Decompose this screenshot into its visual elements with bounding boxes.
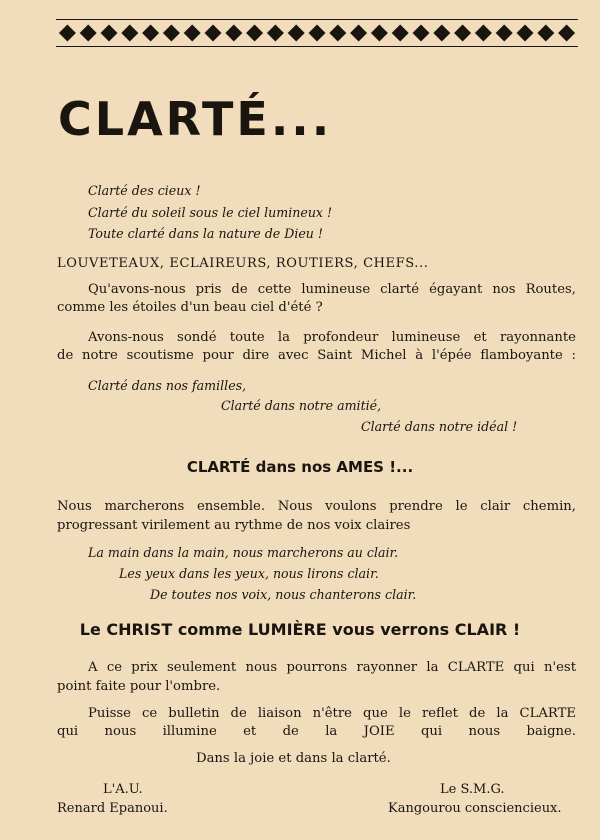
- diamond-icon: [80, 25, 97, 42]
- clarte-line: Clarté dans notre amitié,: [221, 398, 382, 413]
- paragraph-line: qui nous illumine et de la JOIE qui nous baigne.: [57, 724, 576, 739]
- paragraph-line: point faite pour l'ombre.: [57, 679, 221, 694]
- paragraph-line: Puisse ce bulletin de liaison n'être que le reflet de la CLARTE: [88, 706, 576, 721]
- diamond-icon: [309, 25, 326, 42]
- paragraph-line: Avons-nous sondé toute la profondeur lumineuse et rayonnante: [88, 330, 576, 345]
- paragraph-line: progressant virilement au rythme de nos voix claires: [57, 518, 411, 533]
- intro-line: Toute clarté dans la nature de Dieu !: [88, 226, 323, 241]
- diamond-icon: [205, 25, 222, 42]
- diamond-icon: [454, 25, 471, 42]
- intro-line: Clarté des cieux !: [88, 183, 201, 198]
- diamond-icon: [59, 25, 76, 42]
- diamond-icon: [496, 25, 513, 42]
- march-line: La main dans la main, nous marcherons au clair.: [88, 545, 399, 560]
- march-line: Les yeux dans les yeux, nous lirons clair.: [119, 566, 379, 581]
- diamond-icon: [537, 25, 554, 42]
- address-line: LOUVETEAUX, ECLAIREURS, ROUTIERS, CHEFS...: [57, 256, 429, 271]
- diamond-icon: [246, 25, 263, 42]
- decorative-diamond-border: [56, 19, 578, 47]
- diamond-icon: [267, 25, 284, 42]
- closing-line: Dans la joie et dans la clarté.: [196, 751, 391, 766]
- section-heading: CLARTÉ dans nos AMES !...: [186, 458, 414, 476]
- diamond-icon: [371, 25, 388, 42]
- diamond-icon: [288, 25, 305, 42]
- clarte-line: Clarté dans nos familles,: [88, 378, 247, 393]
- diamond-icon: [475, 25, 492, 42]
- diamond-icon: [392, 25, 409, 42]
- diamond-icon: [142, 25, 159, 42]
- diamond-icon: [433, 25, 450, 42]
- paragraph-line: comme les étoiles d'un beau ciel d'été ?: [57, 300, 323, 315]
- paragraph-line: Qu'avons-nous pris de cette lumineuse clarté égayant nos Routes,: [88, 282, 576, 297]
- intro-line: Clarté du soleil sous le ciel lumineux !: [88, 205, 333, 220]
- diamond-ornament-icon: [56, 23, 578, 43]
- diamond-icon: [350, 25, 367, 42]
- diamond-icon: [121, 25, 138, 42]
- diamond-icon: [329, 25, 346, 42]
- paragraph-line: Nous marcherons ensemble. Nous voulons prendre le clair chemin,: [57, 499, 576, 514]
- diamond-icon: [184, 25, 201, 42]
- section-heading: Le CHRIST comme LUMIÈRE vous verrons CLAIR !: [79, 620, 521, 639]
- signature-right-title: Le S.M.G.: [440, 782, 505, 797]
- paragraph-line: A ce prix seulement nous pourrons rayonner la CLARTE qui n'est: [88, 660, 576, 675]
- page-title: CLARTÉ...: [58, 92, 333, 146]
- diamond-icon: [517, 25, 534, 42]
- signature-right-name: Kangourou consciencieux.: [388, 801, 562, 816]
- diamond-icon: [558, 25, 575, 42]
- paragraph-line: de notre scoutisme pour dire avec Saint Michel à l'épée flamboyante :: [57, 348, 576, 363]
- clarte-line: Clarté dans notre idéal !: [361, 419, 518, 434]
- signature-left-name: Renard Epanoui.: [57, 801, 168, 816]
- diamond-icon: [163, 25, 180, 42]
- diamond-icon: [225, 25, 242, 42]
- march-line: De toutes nos voix, nous chanterons clair.: [150, 587, 417, 602]
- diamond-icon: [101, 25, 118, 42]
- signature-left-title: L'A.U.: [103, 782, 143, 797]
- diamond-icon: [413, 25, 430, 42]
